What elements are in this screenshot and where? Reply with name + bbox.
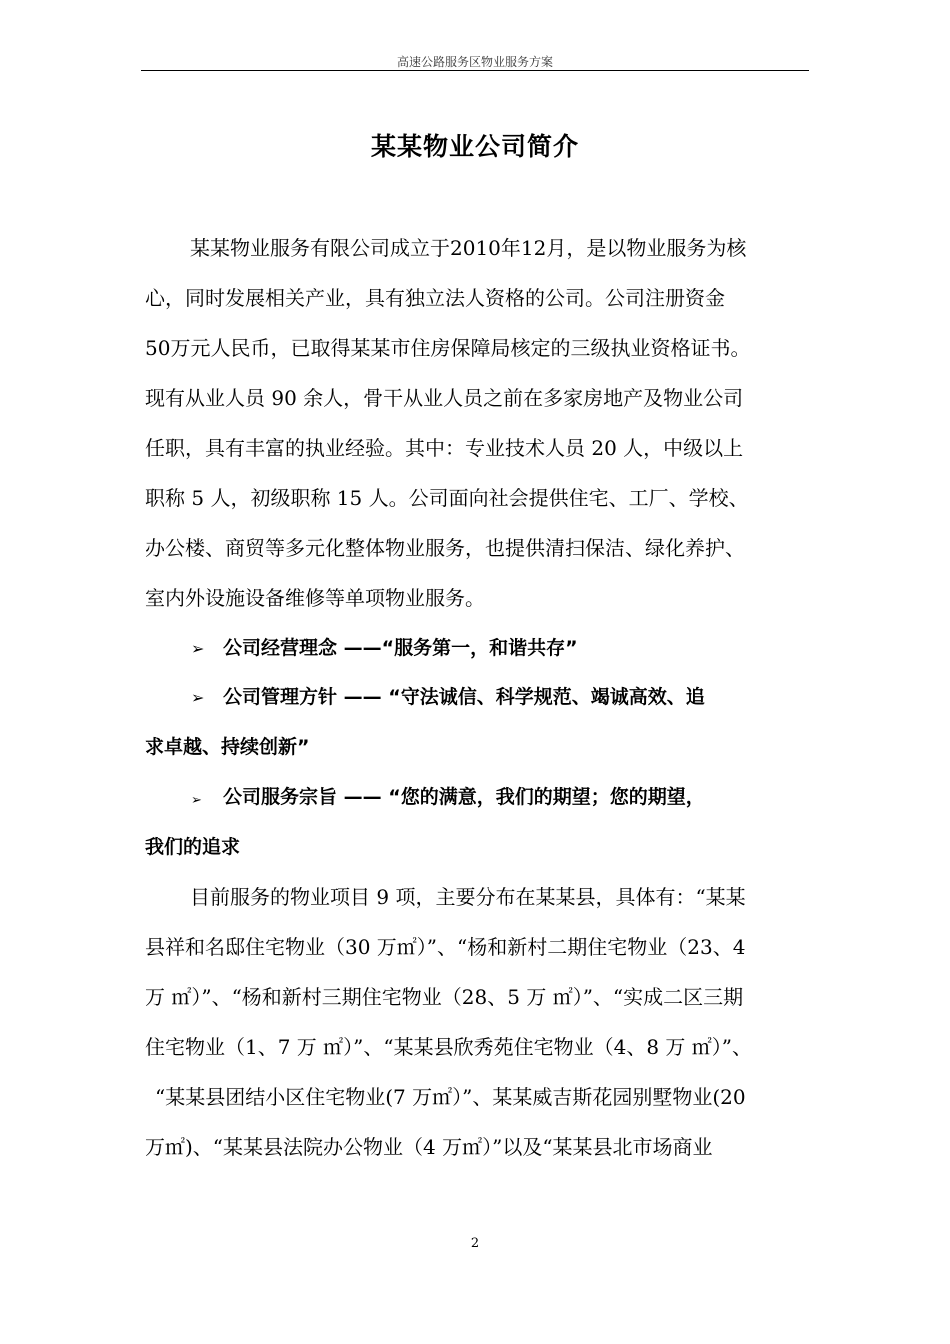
- paragraph-line: 万㎡)、“某某县法院办公物业（4 万㎡）”以及“某某县北市场商业: [145, 1135, 713, 1159]
- paragraph-line: 现有从业人员 90 余人，骨干从业人员之前在多家房地产及物业公司: [145, 386, 744, 410]
- paragraph-line: “某某县团结小区住宅物业(7 万㎡）”、某某威吉斯花园别墅物业(20: [155, 1085, 746, 1109]
- bullet-arrow-icon: ➢: [191, 793, 202, 808]
- bullet-arrow-icon: ➢: [191, 639, 205, 658]
- bullet-item: 公司管理方针 —— “守法诚信、科学规范、竭诚高效、追: [223, 686, 705, 708]
- bullet-item-continued: 求卓越、持续创新”: [145, 736, 310, 758]
- paragraph-line: 目前服务的物业项目 9 项，主要分布在某某县，具体有：“某某: [190, 885, 746, 909]
- paragraph-line: 某某物业服务有限公司成立于2010年12月，是以物业服务为核: [190, 236, 747, 260]
- bullet-item-continued: 我们的追求: [145, 836, 241, 858]
- page-number: 2: [470, 1236, 480, 1251]
- paragraph-line: 万 ㎡）”、“杨和新村三期住宅物业（28、5 万 ㎡）”、“实成二区三期: [145, 985, 744, 1009]
- paragraph-line: 室内外设施设备维修等单项物业服务。: [145, 586, 485, 610]
- page-title: 某某物业公司简介: [370, 132, 579, 161]
- bullet-item: 公司经营理念 ——“服务第一，和谐共存”: [223, 637, 578, 659]
- paragraph-line: 任职，具有丰富的执业经验。其中：专业技术人员 20 人，中级以上: [145, 436, 744, 460]
- paragraph-line: 县祥和名邸住宅物业（30 万㎡）”、“杨和新村二期住宅物业（23、4: [145, 935, 746, 959]
- paragraph-line: 50万元人民币，已取得某某市住房保障局核定的三级执业资格证书。: [145, 336, 751, 360]
- bullet-arrow-icon: ➢: [191, 688, 205, 707]
- bullet-item: 公司服务宗旨 —— “您的满意，我们的期望；您的期望，: [223, 786, 705, 808]
- paragraph-line: 职称 5 人，初级职称 15 人。公司面向社会提供住宅、工厂、学校、: [145, 486, 749, 510]
- paragraph-line: 办公楼、商贸等多元化整体物业服务，也提供清扫保洁、绿化养护、: [145, 536, 745, 560]
- paragraph-line: 住宅物业（1、7 万 ㎡）”、“某某县欣秀苑住宅物业（4、8 万 ㎡）”、: [145, 1035, 753, 1059]
- header-divider: [141, 70, 809, 71]
- header-title: 高速公路服务区物业服务方案: [396, 55, 553, 69]
- paragraph-line: 心，同时发展相关产业，具有独立法人资格的公司。公司注册资金: [145, 286, 725, 310]
